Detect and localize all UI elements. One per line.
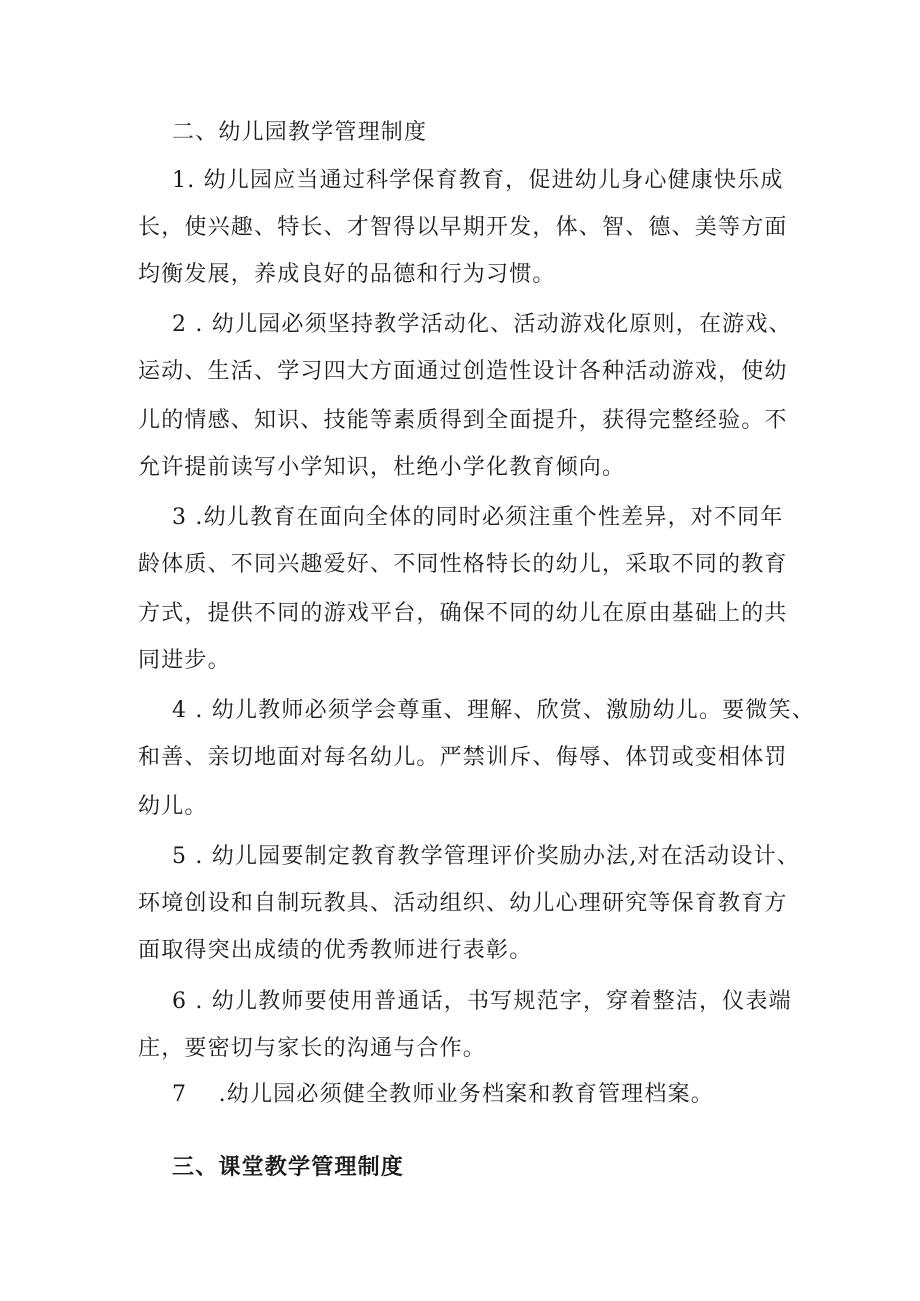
- paragraph-3-line-1: 3 .幼儿教育在面向全体的同时必须注重个性差异，对不同年: [172, 505, 784, 530]
- paragraph-5-line-2: 环境创设和自制玩教具、活动组织、幼儿心理研究等保育教育方: [138, 891, 788, 916]
- paragraph-1-line-2: 长，使兴趣、特长、才智得以早期开发，体、智、德、美等方面: [138, 215, 788, 240]
- paragraph-3-line-2: 龄体质、不同兴趣爱好、不同性格特长的幼儿，采取不同的教育: [138, 552, 788, 577]
- paragraph-3-line-3: 方式，提供不同的游戏平台，确保不同的幼儿在原由基础上的共: [138, 601, 788, 626]
- paragraph-2-line-4: 允许提前读写小学知识，杜绝小学化教育倾向。: [138, 455, 626, 480]
- paragraph-4-line-1: 4 . 幼儿教师必须学会尊重、理解、欣赏、激励幼儿。要微笑、: [172, 698, 815, 723]
- paragraph-4-line-2: 和善、亲切地面对每名幼儿。严禁训斥、侮辱、体罚或变相体罚: [138, 745, 788, 770]
- paragraph-1-line-1: 1. 幼儿园应当通过科学保育教育，促进幼儿身心健康快乐成: [172, 168, 784, 193]
- paragraph-2-line-3: 儿的情感、知识、技能等素质得到全面提升，获得完整经验。不: [138, 408, 788, 433]
- paragraph-2-line-1: 2 . 幼儿园必须坚持教学活动化、活动游戏化原则，在游戏、: [172, 312, 792, 337]
- paragraph-1-line-3: 均衡发展，养成良好的品德和行为习惯。: [138, 262, 556, 287]
- paragraph-4-line-3: 幼儿。: [138, 794, 208, 819]
- paragraph-5-line-3: 面取得突出成绩的优秀教师进行表彰。: [138, 938, 533, 963]
- paragraph-6-line-1: 6 . 幼儿教师要使用普通话，书写规范字，穿着整洁，仪表端: [172, 989, 792, 1014]
- paragraph-7-line-1: 7 .幼儿园必须健全教师业务档案和教育管理档案。: [172, 1082, 714, 1107]
- paragraph-2-line-2: 运动、生活、学习四大方面通过创造性设计各种活动游戏，使幼: [138, 359, 788, 384]
- paragraph-3-line-4: 同进步。: [138, 648, 231, 673]
- paragraph-5-line-1: 5 . 幼儿园要制定教育教学管理评价奖励办法,对在活动设计、: [172, 844, 800, 869]
- section-heading-2: 二、幼儿园教学管理制度: [172, 120, 428, 145]
- paragraph-6-line-2: 庄，要密切与家长的沟通与合作。: [138, 1036, 487, 1061]
- section-heading-3: 三、课堂教学管理制度: [172, 1154, 405, 1180]
